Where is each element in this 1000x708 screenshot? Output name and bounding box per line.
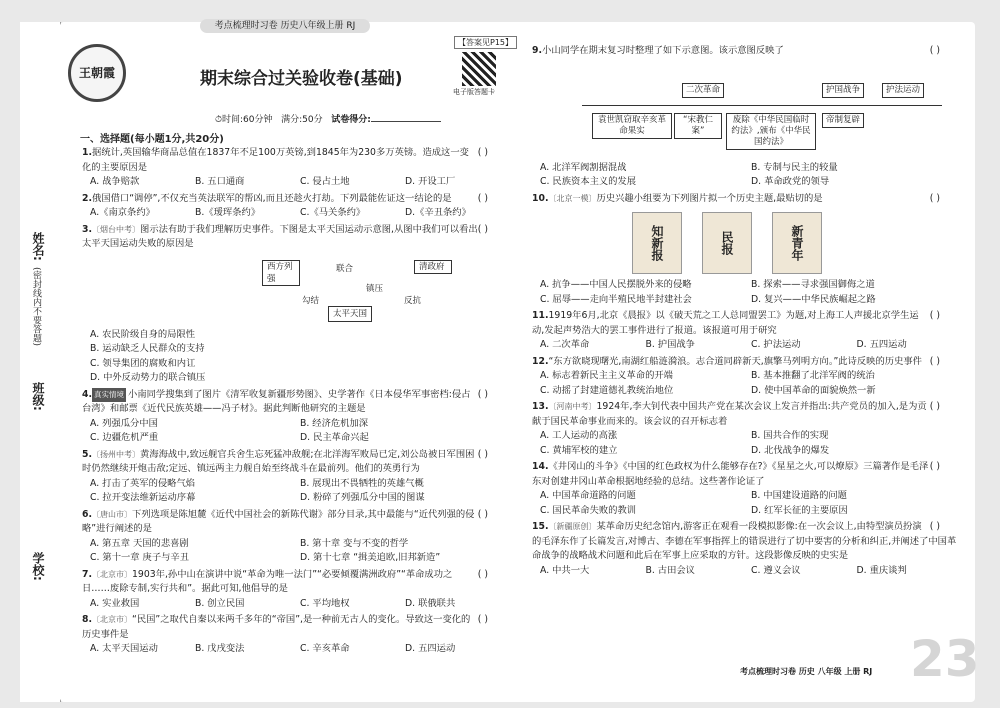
question-number: 8. xyxy=(82,614,93,625)
option-a[interactable]: A. 标志着新民主主义革命的开端 xyxy=(540,370,673,381)
option-d[interactable]: D. 复兴——中华民族崛起之路 xyxy=(751,293,876,305)
question-source: 〔河南中考〕 xyxy=(548,402,597,411)
question-source: 〔烟台中考〕 xyxy=(92,224,141,234)
diagram-node-taiping: 太平天国 xyxy=(328,306,372,323)
option-b[interactable]: B. 经济危机加深 xyxy=(300,417,369,429)
option-d[interactable]: D. 民主革命兴起 xyxy=(300,432,369,443)
option-b[interactable]: B. 展现出不畏牺牲的英雄气概 xyxy=(300,477,424,489)
question-text: 小山同学在期末复习时整理了如下示意图。该示意图反映了 xyxy=(542,45,784,56)
option-b[interactable]: B. 创立民国 xyxy=(195,597,245,609)
seal-note: (密封线内不要答题) xyxy=(31,267,41,347)
answer-blank[interactable]: ( ) xyxy=(477,508,488,520)
answer-reference: 【答案见P15】 xyxy=(454,36,517,49)
diagram-label-collude: 勾结 xyxy=(302,295,320,306)
option-a[interactable]: A.《南京条约》 xyxy=(90,207,155,218)
full-score: 满分:50分 xyxy=(281,115,323,125)
score-blank[interactable] xyxy=(371,121,441,122)
question xyxy=(532,460,962,518)
question-number: 5. xyxy=(82,448,93,460)
answer-blank[interactable]: ( ) xyxy=(477,568,488,580)
question-text: 图示法有助于我们理解历史事件。下图是太平天国运动示意图,从图中我们可以看出太平天国运动失败的原因是 xyxy=(82,223,478,249)
footer-text: 考点梳理时习卷 历史 八年级 上册 RJ xyxy=(740,667,873,676)
qr-label: 电子版答题卡 xyxy=(453,88,495,96)
question-number: 6. xyxy=(82,508,93,520)
timeline-bottom-3: 废除《中华民国临时约法》,颁布《中华民国约法》 xyxy=(726,113,816,150)
answer-blank[interactable]: ( ) xyxy=(929,521,940,532)
option-c[interactable]: C. 国民革命失败的教训 xyxy=(540,504,637,516)
question xyxy=(82,508,510,566)
timeline-bottom-1: 袁世凯窃取辛亥革命果实 xyxy=(592,113,672,139)
question-number: 1. xyxy=(82,147,93,158)
question-text: 俄国借口“调停”,不仅充当英法联军的帮凶,而且还趁火打劫。下列最能佐证这一结论的是 xyxy=(92,192,452,204)
option-b[interactable]: B. 第十章 变与不变的哲学 xyxy=(300,537,409,549)
question-number: 12. xyxy=(532,355,549,367)
page-number: 23 xyxy=(910,630,980,688)
options xyxy=(532,161,962,190)
option-b[interactable]: B. 戊戌变法 xyxy=(195,643,245,654)
question xyxy=(82,568,510,612)
option-a[interactable]: A. 实业救国 xyxy=(90,597,140,609)
options xyxy=(82,328,510,386)
question-text: 1924年,李大钊代表中国共产党在某次会议上发言并指出:共产党员的加入,是为贡献于国民革命事业而来的。该会议的召开标志着 xyxy=(532,401,927,427)
question-source: 〔北京市〕 xyxy=(92,569,133,579)
answer-blank[interactable]: ( ) xyxy=(477,192,488,204)
question-text: 据统计,英国输华商品总值在1837年不足100万英镑,到1845年为230多万英镑。造成这一变化的主要原因是 xyxy=(82,147,469,173)
option-d[interactable]: D. 第十七章 “揖美追欧,旧邦新造” xyxy=(300,552,441,563)
question-text: 小南同学搜集到了图片《清军收复新疆形势图》、史学著作《日本侵华军事密档:侵占台湾》和邮票《近代民族英雄——冯子材》。据此判断他研究的主题是 xyxy=(82,388,471,414)
option-d[interactable]: D. 联俄联共 xyxy=(405,597,456,609)
option-b[interactable]: B. 探索——寻求强国御侮之道 xyxy=(751,279,875,290)
option-c[interactable]: C. 平均地权 xyxy=(300,597,350,609)
timeline-top-2: 护国战争 xyxy=(822,83,864,98)
options xyxy=(82,537,510,566)
option-c[interactable]: C. 辛亥革命 xyxy=(300,643,350,654)
timeline-top-1: 二次革命 xyxy=(682,83,724,98)
question xyxy=(532,355,962,399)
option-d[interactable]: D. 五四运动 xyxy=(405,643,456,654)
question-source: 〔唐山市〕 xyxy=(92,509,133,519)
option-a[interactable]: A. 北洋军阀割据混战 xyxy=(540,161,627,173)
option-c[interactable]: C. 第十一章 庚子与辛丑 xyxy=(90,552,190,563)
question-number: 10. xyxy=(532,192,549,204)
answer-blank[interactable]: ( ) xyxy=(477,388,488,400)
page-title: 期末综合过关验收卷(基础) xyxy=(200,69,403,89)
options xyxy=(532,564,962,579)
answer-blank[interactable]: ( ) xyxy=(477,448,488,460)
options xyxy=(532,429,962,458)
options xyxy=(82,477,510,506)
option-c[interactable]: C. 领导集团的腐败和内讧 xyxy=(90,357,196,369)
question xyxy=(82,448,510,506)
answer-blank[interactable]: ( ) xyxy=(929,461,940,472)
option-d[interactable]: D. 红军长征的主要原因 xyxy=(751,504,848,516)
option-c[interactable]: C. 屈辱——走向半殖民地半封建社会 xyxy=(540,293,692,305)
options xyxy=(532,369,962,398)
question-text: 下列选项是陈旭麓《近代中国社会的新陈代谢》部分目录,其中最能与“近代列强的侵略”进行阐述的是 xyxy=(82,508,475,534)
options xyxy=(82,206,510,221)
question-text: “东方欲晓现曙光,南湖红船涟漪浪。志合道同辟新天,旗擎马列明方向。”此诗反映的历史事件 xyxy=(548,355,922,367)
option-d[interactable]: D.《辛丑条约》 xyxy=(405,207,471,218)
option-d[interactable]: D. 粉碎了列强瓜分中国的图谋 xyxy=(300,492,425,503)
option-d[interactable]: D. 重庆谈判 xyxy=(856,564,907,576)
options xyxy=(532,338,962,353)
options xyxy=(82,597,510,612)
left-column xyxy=(82,146,510,659)
answer-blank[interactable]: ( ) xyxy=(929,45,940,56)
options xyxy=(532,489,962,518)
option-d[interactable]: D. 北伐战争的爆发 xyxy=(751,444,830,456)
exam-meta xyxy=(215,112,441,125)
class-field-label: 班级: xyxy=(31,382,45,411)
option-a[interactable]: A. 太平天国运动 xyxy=(90,643,158,654)
question-tag: 真实情境 xyxy=(92,388,126,403)
option-a[interactable]: A. 列强瓜分中国 xyxy=(90,417,158,429)
answer-blank[interactable]: ( ) xyxy=(929,192,940,204)
option-d[interactable]: D. 革命政党的领导 xyxy=(751,176,830,187)
question xyxy=(532,400,962,458)
option-c[interactable]: C. 遵义会议 xyxy=(751,564,801,576)
options xyxy=(82,175,510,190)
options xyxy=(82,642,510,657)
option-a[interactable]: A. 战争赔款 xyxy=(90,176,140,187)
time-limit: ⏱时间:60分钟 xyxy=(215,115,273,125)
question-number: 14. xyxy=(532,461,549,472)
option-a[interactable]: A. 工人运动的高涨 xyxy=(540,430,618,441)
option-c[interactable]: C. 边疆危机严重 xyxy=(90,432,159,443)
option-b[interactable]: B. 运动缺乏人民群众的支持 xyxy=(90,343,205,354)
question xyxy=(532,309,962,353)
taiping-diagram xyxy=(262,254,472,326)
diagram-node-west: 西方列强 xyxy=(262,260,300,286)
question-number: 3. xyxy=(82,223,93,235)
timeline-line xyxy=(582,105,942,106)
question xyxy=(532,192,962,308)
binding-sidebar xyxy=(20,22,61,702)
question xyxy=(532,44,962,190)
option-b[interactable]: B. 护国战争 xyxy=(645,339,695,350)
timeline-diagram xyxy=(582,61,952,161)
option-a[interactable]: A. 中国革命道路的问题 xyxy=(540,490,636,501)
options xyxy=(82,417,510,446)
qr-code-icon[interactable] xyxy=(462,52,496,86)
option-c[interactable]: C. 护法运动 xyxy=(751,339,801,350)
picture-zhixinbao: 知新报 xyxy=(632,212,682,274)
options xyxy=(532,278,962,307)
section-title: 一、选择题(每小题1分,共20分) xyxy=(80,134,224,145)
question-number: 7. xyxy=(82,568,93,580)
option-b[interactable]: B.《瑷珲条约》 xyxy=(195,207,261,218)
option-b[interactable]: B. 五口通商 xyxy=(195,176,245,187)
score-label: 试卷得分: xyxy=(331,115,371,125)
option-d[interactable]: D. 开设工厂 xyxy=(405,176,456,187)
answer-blank[interactable]: ( ) xyxy=(477,614,488,625)
picture-xinqingnian: 新青年 xyxy=(772,212,822,274)
option-c[interactable]: C. 拉开变法维新运动序幕 xyxy=(90,492,196,503)
question-number: 11. xyxy=(532,310,549,321)
option-b[interactable]: B. 专制与民主的较量 xyxy=(751,161,838,173)
question-source: 〔北京市〕 xyxy=(92,615,133,624)
answer-blank[interactable]: ( ) xyxy=(477,223,488,235)
header-tab: 考点梳理时习卷 历史八年级上册 RJ xyxy=(200,19,370,33)
question-text: “民国”之取代自秦以来两千多年的“帝国”,是一种前无古人的变化。导致这一变化的历史事件是 xyxy=(82,614,471,640)
option-b[interactable]: B. 古田会议 xyxy=(645,564,695,576)
question-number: 13. xyxy=(532,401,549,412)
option-d[interactable]: D. 使中国革命的面貌焕然一新 xyxy=(751,384,876,396)
question-number: 9. xyxy=(532,45,543,56)
name-field-label: 姓名: xyxy=(31,232,45,261)
option-a[interactable]: A. 第五章 天国的悲喜剧 xyxy=(90,537,189,549)
school-field-label: 学校: xyxy=(31,552,45,581)
option-c[interactable]: C. 民族资本主义的发展 xyxy=(540,176,637,187)
timeline-bottom-2: “宋教仁案” xyxy=(674,113,722,139)
option-d[interactable]: D. 中外反动势力的联合镇压 xyxy=(90,372,206,383)
question xyxy=(82,613,510,657)
right-column xyxy=(532,44,962,580)
option-a[interactable]: A. 抗争——中国人民摆脱外来的侵略 xyxy=(540,279,692,290)
question-text: 某革命历史纪念馆内,游客正在观看一段模拟影像:在一次会议上,由特型演员扮演的毛泽东作了长篇发言,对博古、李德在军事指挥上的错误进行了切中要害的分析和纠正,并阐述了中国革命战争的战略战术问题和此后在军事上应采取的方针。这段影像反映的史实是 xyxy=(532,521,957,561)
option-a[interactable]: A. 二次革命 xyxy=(540,339,590,350)
question xyxy=(82,223,510,386)
question-number: 2. xyxy=(82,192,93,204)
option-a[interactable]: A. 打击了英军的侵略气焰 xyxy=(90,477,196,489)
question-text: 1903年,孙中山在演讲中说“革命为唯一法门”“必要倾覆满洲政府”“革命成功之日……废除专制,实行共和”。据此可知,他倡导的是 xyxy=(82,568,453,594)
question-number: 15. xyxy=(532,521,549,532)
question xyxy=(82,388,510,446)
question-text: 《井冈山的斗争》《中国的红色政权为什么能够存在?》《星星之火,可以燎原》三篇著作是毛泽东对创建井冈山革命根据地经验的总结。这些著作论证了 xyxy=(532,461,929,487)
option-c[interactable]: C. 动摇了封建道德礼教统治地位 xyxy=(540,384,674,396)
option-d[interactable]: D. 五四运动 xyxy=(856,339,907,350)
answer-blank[interactable]: ( ) xyxy=(929,355,940,367)
option-a[interactable]: A. 中共一大 xyxy=(540,564,590,576)
picture-minbao: 民报 xyxy=(702,212,752,274)
timeline-top-3: 护法运动 xyxy=(882,83,924,98)
option-a[interactable]: A. 农民阶级自身的局限性 xyxy=(90,328,196,340)
option-b[interactable]: B. 中国建设道路的问题 xyxy=(751,490,847,501)
brand-logo: 王朝霞 xyxy=(68,44,126,102)
diagram-label-suppress: 镇压 xyxy=(366,283,384,294)
diagram-label-resist: 反抗 xyxy=(404,295,422,306)
question-text: 黄海海战中,致远舰官兵舍生忘死猛冲敌舰;在北洋海军败局已定,刘公岛被日军围困时仍然继续开炮击敌;定远、镇远两主力舰自始至终战斗在最前列。他们的英勇行为 xyxy=(82,448,475,474)
option-b[interactable]: B. 国共合作的实现 xyxy=(751,430,829,441)
question xyxy=(532,520,962,578)
question xyxy=(82,192,510,221)
question-source: 〔新疆原创〕 xyxy=(548,522,597,531)
question-number: 4. xyxy=(82,388,93,400)
newspaper-pictures xyxy=(632,208,962,276)
question xyxy=(82,146,510,190)
diagram-node-qing: 清政府 xyxy=(414,260,452,274)
option-c[interactable]: C.《马关条约》 xyxy=(300,207,366,218)
answer-blank[interactable]: ( ) xyxy=(477,147,488,158)
timeline-bottom-4: 帝制复辟 xyxy=(822,113,864,128)
diagram-label-union: 联合 xyxy=(336,263,354,274)
answer-blank[interactable]: ( ) xyxy=(929,310,940,321)
question-source: 〔扬州中考〕 xyxy=(92,449,141,459)
answer-blank[interactable]: ( ) xyxy=(929,401,940,412)
option-b[interactable]: B. 基本推翻了北洋军阀的统治 xyxy=(751,370,875,381)
option-c[interactable]: C. 黄埔军校的建立 xyxy=(540,444,618,456)
question-source: 〔北京一模〕 xyxy=(548,193,597,203)
option-c[interactable]: C. 侵占土地 xyxy=(300,176,350,187)
question-text: 历史兴趣小组要为下列图片拟一个历史主题,最贴切的是 xyxy=(596,192,823,204)
question-text: 1919年6月,北京《晨报》以《破天荒之工人总同盟罢工》为题,对上海工人声援北京学生运动,发起声势浩大的罢工事件进行了报道。该报道可用于研究 xyxy=(532,310,919,336)
